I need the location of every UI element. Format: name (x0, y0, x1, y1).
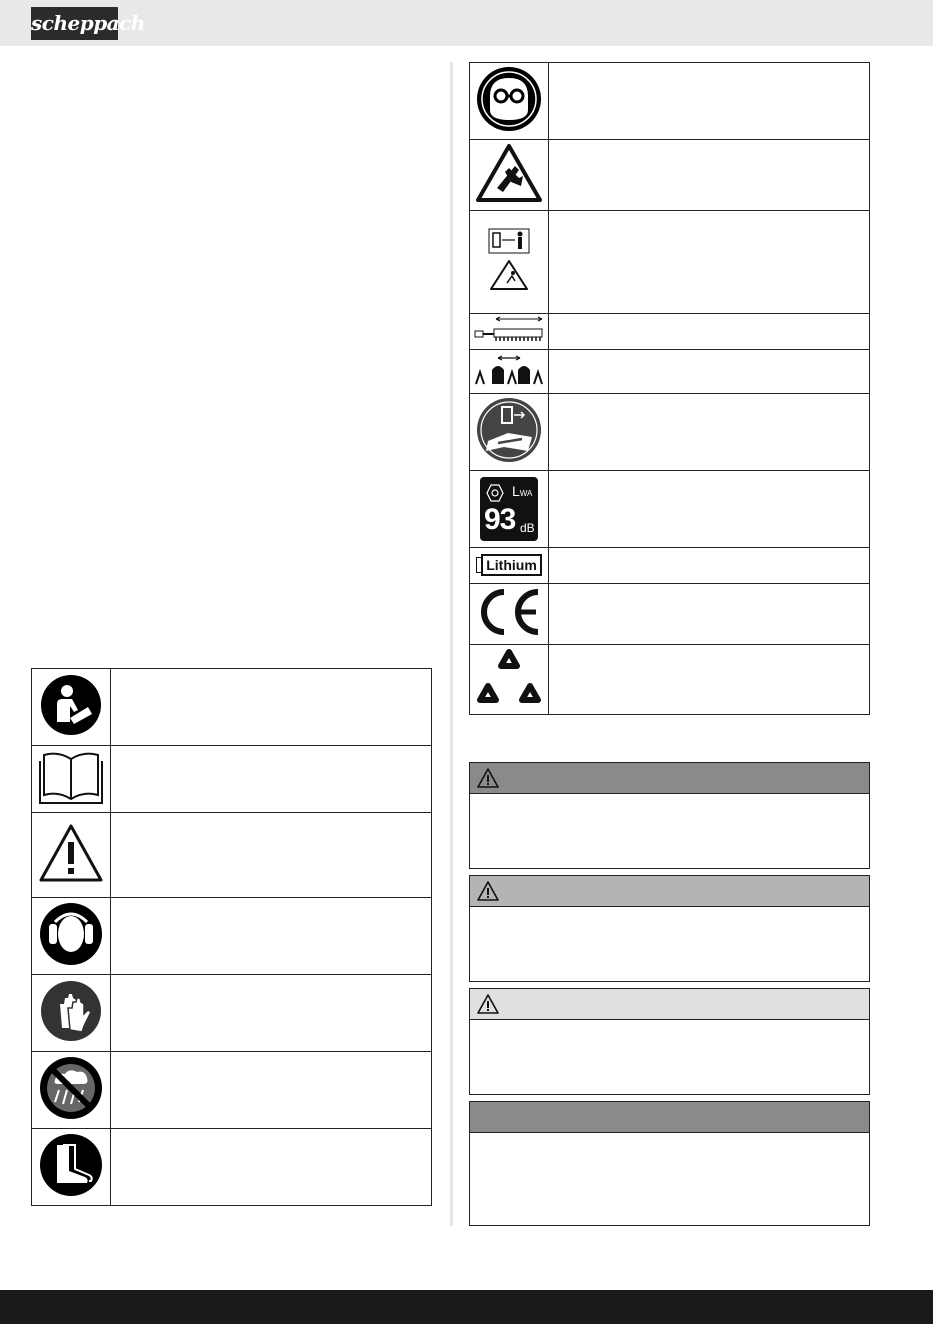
warning-header (470, 876, 869, 907)
symbol-description (111, 746, 432, 813)
noise-level-value: 93 (484, 503, 516, 536)
symbol-description (549, 645, 870, 715)
blade-length-icon (474, 315, 544, 343)
symbol-description (549, 350, 870, 394)
ear-protection-icon (39, 902, 103, 966)
table-row (470, 140, 870, 211)
symbol-description (111, 975, 432, 1052)
noise-symbol-sub: WA (519, 489, 533, 498)
warning-triangle-icon (477, 994, 499, 1014)
caution-body (470, 1020, 869, 1032)
table-row (32, 813, 432, 898)
symbol-cell (470, 548, 549, 584)
symbol-cell (32, 813, 111, 898)
gloves-icon (40, 980, 102, 1042)
cutting-hazard-icon (475, 142, 543, 204)
symbol-cell (470, 394, 549, 471)
brand-logo (31, 7, 145, 40)
table-row (32, 746, 432, 813)
warning-triangle-icon (38, 822, 104, 884)
symbol-description (111, 1129, 432, 1206)
keep-distance-icon (487, 227, 531, 293)
danger-body (470, 794, 869, 806)
table-row (470, 394, 870, 471)
warning-box (469, 875, 870, 982)
table-row (470, 314, 870, 350)
no-rain-icon (39, 1056, 103, 1120)
symbol-cell (470, 471, 549, 548)
table-row (470, 211, 870, 314)
note-box (469, 1101, 870, 1226)
danger-box (469, 762, 870, 869)
symbol-cell (470, 211, 549, 314)
table-row (470, 584, 870, 645)
danger-header (470, 763, 869, 794)
symbol-description (549, 584, 870, 645)
symbol-cell (470, 645, 549, 715)
table-row (470, 63, 870, 140)
symbol-cell (32, 898, 111, 975)
symbol-description (549, 140, 870, 211)
warning-triangle-icon (477, 768, 499, 788)
note-header (470, 1102, 869, 1133)
table-row (470, 471, 870, 548)
manual-book-icon (38, 749, 104, 805)
caution-box (469, 988, 870, 1095)
eye-protection-icon (476, 66, 542, 132)
symbol-cell (470, 314, 549, 350)
symbols-table-left (31, 668, 432, 1206)
table-row (32, 975, 432, 1052)
symbol-description (549, 211, 870, 314)
symbol-cell (470, 584, 549, 645)
symbol-description (549, 314, 870, 350)
table-row (32, 1129, 432, 1206)
note-body (470, 1133, 869, 1145)
table-row (32, 1052, 432, 1129)
symbol-cell (32, 669, 111, 746)
column-divider (450, 62, 453, 1226)
symbol-cell (32, 1129, 111, 1206)
lithium-battery-icon (476, 554, 542, 576)
table-row (470, 548, 870, 584)
symbol-cell (32, 746, 111, 813)
caution-header (470, 989, 869, 1020)
ce-mark-icon (474, 586, 544, 638)
noise-unit: dB (520, 521, 535, 535)
read-manual-icon (40, 674, 102, 736)
safety-boots-icon (39, 1133, 103, 1197)
symbol-description (549, 548, 870, 584)
warning-body (470, 907, 869, 919)
battery-label: Lithium (481, 554, 542, 576)
header-bar (0, 0, 933, 46)
symbol-cell (470, 140, 549, 211)
symbol-description (111, 1052, 432, 1129)
symbols-table-right (469, 62, 870, 715)
symbol-cell (470, 350, 549, 394)
noise-level-icon (480, 477, 538, 541)
speaker-icon (485, 483, 505, 503)
symbol-description (549, 63, 870, 140)
table-row (32, 898, 432, 975)
symbol-description (111, 898, 432, 975)
table-row (470, 645, 870, 715)
symbol-cell (32, 1052, 111, 1129)
recycling-icon (474, 646, 544, 708)
warning-triangle-icon (477, 881, 499, 901)
symbol-description (549, 394, 870, 471)
symbol-cell (470, 63, 549, 140)
brand-name: scheppach (31, 11, 145, 35)
noise-symbol: L (512, 483, 520, 499)
table-row (32, 669, 432, 746)
symbol-cell (32, 975, 111, 1052)
symbol-description (549, 471, 870, 548)
footer-bar (0, 1290, 933, 1324)
table-row (470, 350, 870, 394)
maintenance-manual-icon (476, 397, 542, 463)
symbol-description (111, 813, 432, 898)
tooth-spacing-icon (474, 352, 544, 386)
symbol-description (111, 669, 432, 746)
